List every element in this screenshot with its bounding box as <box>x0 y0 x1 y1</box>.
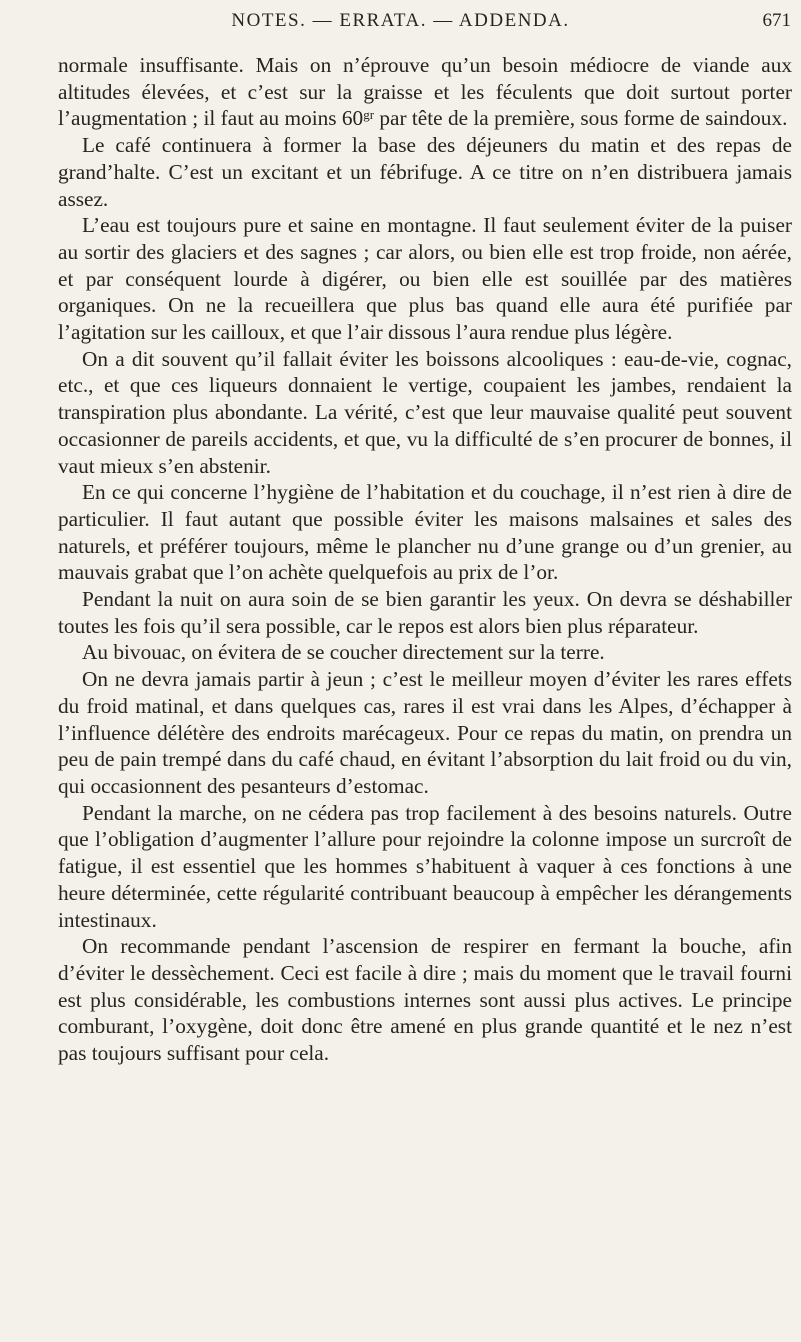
unit-superscript: gr <box>363 107 375 123</box>
paragraph-breathing: On recommande pendant l’ascension de respirer en fermant la bouche, afin d’éviter le dessèchement. Ceci est facile à dire ; mais du moment que le travail fourni est plus considérable, les combustions internes sont aussi plus actives. Le principe comburant, l’oxygène, doit donc être amené en plus grande quantité et le nez n’est pas toujours suffisant pour cela. <box>58 934 792 1066</box>
paragraph-text: par tête de la première, sous forme de saindoux. <box>374 106 788 131</box>
page-number: 671 <box>762 10 791 31</box>
paragraph-lodging: En ce qui concerne l’hygiène de l’habitation et du couchage, il n’est rien à dire de particulier. Il faut autant que possible éviter les maisons malsaines et sales des naturels, et préférer toujours, même le plancher nu d’une grange ou d’un grenier, au mauvais grabat que l’on achète quelquefois au prix de l’or. <box>58 480 792 585</box>
paragraph-alcohol: On a dit souvent qu’il fallait éviter les boissons alcooliques : eau-de-vie, cognac, etc., et que ces liqueurs donnaient le vertige, coupaient les jambes, rendaient la transpiration plus abondante. La vérité, c’est que leur mauvaise qualité peut souvent occasionner de pareils accidents, et que, vu la difficulté de s’en procurer de bonnes, il vaut mieux s’en abstenir. <box>58 346 792 478</box>
paragraph-text: normale insuffisante. Mais on n’éprouve qu’un besoin médiocre de viande aux altitudes élevées, et c’est sur la graisse et les féculents que doit surtout porter l’augmentation ; il faut au moins 60 <box>58 53 792 131</box>
paragraph-march: Pendant la marche, on ne cédera pas trop facilement à des besoins naturels. Outre que l’obligation d’augmenter l’allure pour rejoindre la colonne impose un surcroît de fatigue, il est essentiel que les hommes s’habituent à vaquer à ces fonctions à une heure déterminée, cette régularité contribuant beaucoup à empêcher les dérangements intestinaux. <box>58 800 792 932</box>
paragraph-morning-meal: On ne devra jamais partir à jeun ; c’est le meilleur moyen d’éviter les rares effets du froid matinal, et dans quelques cas, rares il est vrai dans les Alpes, d’échapper à l’influence délétère des endroits marécageux. Pour ce repas du matin, on prendra un peu de pain trempé dans du café chaud, en évitant l’absorption du lait froid ou du vin, qui occasionnent des pesanteurs d’estomac. <box>58 667 792 798</box>
page-header <box>0 6 801 46</box>
paragraph-food <box>58 52 792 132</box>
paragraph-water: L’eau est toujours pure et saine en montagne. Il faut seulement éviter de la puiser au sortir des glaciers et des sagnes ; car alors, ou bien elle est trop froide, non aérée, et par conséquent lourde à digérer, ou bien elle est souillée par des matières organiques. On ne la recueillera que plus bas quand elle aura été purifiée par l’agitation sur les cailloux, et que l’air dissous l’aura rendue plus légère. <box>58 213 792 345</box>
running-head: NOTES. — ERRATA. — ADDENDA. <box>231 10 570 31</box>
body-text <box>58 52 792 1067</box>
paragraph-bivouac: Au bivouac, on évitera de se coucher directement sur la terre. <box>82 640 605 665</box>
paragraph-night: Pendant la nuit on aura soin de se bien garantir les yeux. On devra se déshabiller toutes les fois qu’il sera possible, car le repos est alors bien plus réparateur. <box>58 587 792 638</box>
paragraph-coffee: Le café continuera à former la base des déjeuners du matin et des repas de grand’halte. C’est un excitant et un fébrifuge. A ce titre on n’en distribuera jamais assez. <box>58 133 792 211</box>
